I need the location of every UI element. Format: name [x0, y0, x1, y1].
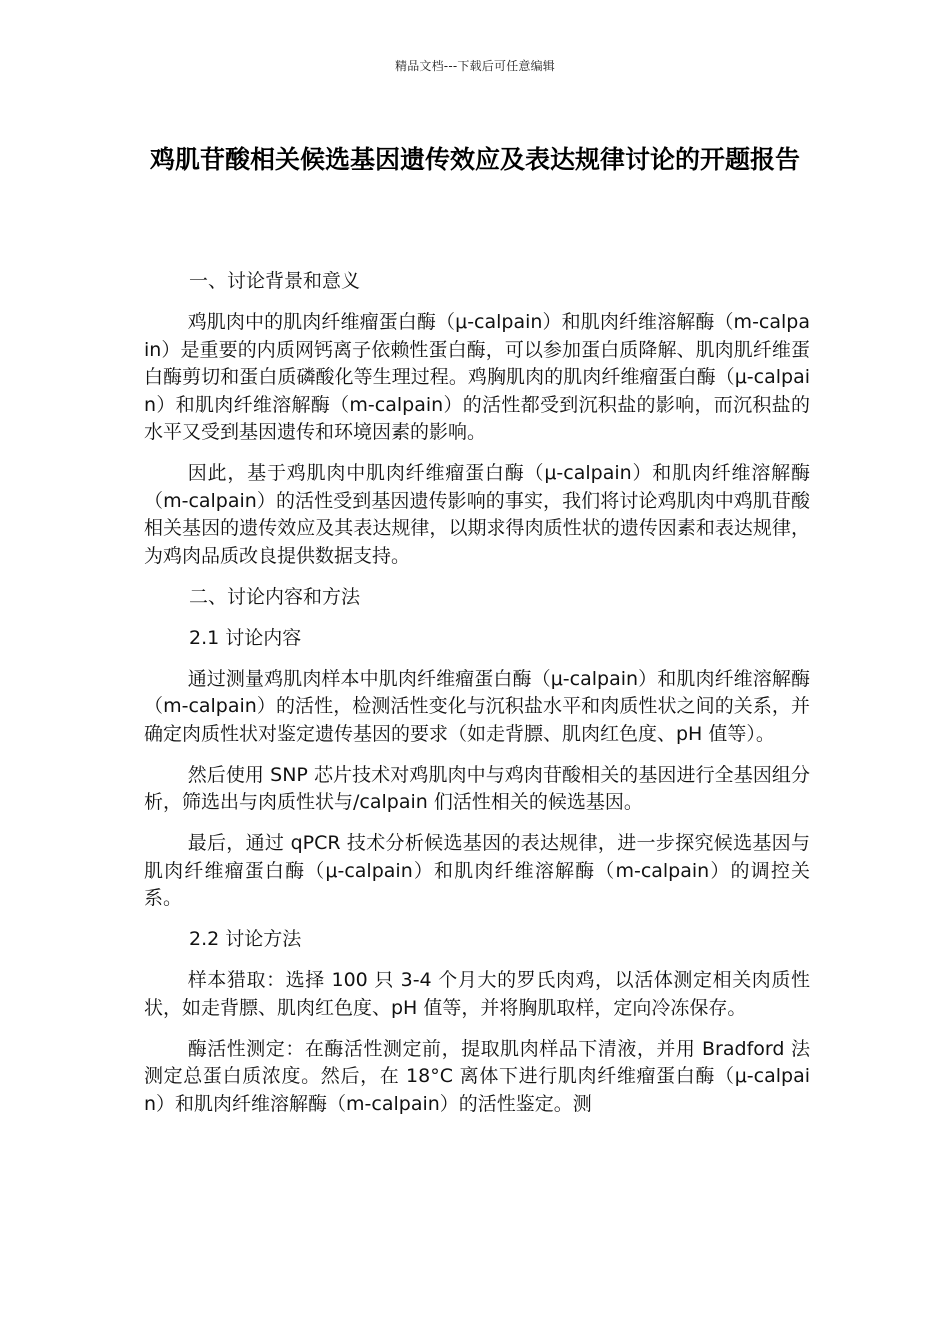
document-body	[144, 268, 810, 1132]
document-title: 鸡肌苷酸相关候选基因遗传效应及表达规律讨论的开题报告	[149, 145, 800, 174]
subsection-heading-content: 2.1 讨论内容	[189, 626, 302, 649]
subsection-heading-methods: 2.2 讨论方法	[189, 928, 302, 950]
paragraph-content-2: 然后使用 SNP 芯片技术对鸡肌肉中与鸡肉苷酸相关的基因进行全基因组分析，筛选出与肉质性状与/calpain 们活性相关的候选基因。	[144, 763, 810, 813]
section-heading-background: 一、讨论背景和意义	[189, 270, 361, 292]
section-heading-content-methods: 二、讨论内容和方法	[189, 585, 361, 608]
paragraph-content-3: 最后，通过 qPCR 技术分析候选基因的表达规律，进一步探究候选基因与肌肉纤维瘤蛋白酶（μ-calpain）和肌肉纤维溶解酶（m-calpain）的调控关系。	[144, 832, 810, 909]
paragraph-background-2: 因此，基于鸡肌肉中肌肉纤维瘤蛋白酶（μ-calpain）和肌肉纤维溶解酶（m-calpain）的活性受到基因遗传影响的事实，我们将讨论鸡肌肉中鸡肌苷酸相关基因的遗传效应及其表达规律，以期求得肉质性状的遗传因素和表达规律，为鸡肉品质改良提供数据支持。	[144, 462, 810, 567]
paragraph-methods-sampling: 样本猎取：选择 100 只 3-4 个月大的罗氏肉鸡，以活体测定相关肉质性状，如走背膘、肌肉红色度、pH 值等，并将胸肌取样，定向冷冻保存。	[144, 969, 810, 1019]
paragraph-background-1: 鸡肌肉中的肌肉纤维瘤蛋白酶（μ-calpain）和肌肉纤维溶解酶（m-calpain）是重要的内质网钙离子依赖性蛋白酶，可以参加蛋白质降解、肌肉肌纤维蛋白酶剪切和蛋白质磷酸化等生理过程。鸡胸肌肉的肌肉纤维瘤蛋白酶（μ-calpain）和肌肉纤维溶解酶（m-calpain）的活性都受到沉积盐的影响，而沉积盐的水平又受到基因遗传和环境因素的影响。	[144, 311, 810, 443]
paragraph-content-1: 通过测量鸡肌肉样本中肌肉纤维瘤蛋白酶（μ-calpain）和肌肉纤维溶解酶（m-calpain）的活性，检测活性变化与沉积盐水平和肉质性状之间的关系，并确定肉质性状对鉴定遗传基因的要求（如走背膘、肌肉红色度、pH 值等）。	[144, 667, 810, 745]
header-note: 精品文档---下载后可任意编辑	[395, 59, 555, 73]
paragraph-methods-enzyme-assay: 酶活性测定：在酶活性测定前，提取肌肉样品下清液，并用 Bradford 法测定总蛋白质浓度。然后，在 18°C 离体下进行肌肉纤维瘤蛋白酶（μ-calpain）和肌肉纤维溶解酶（m-calpain）的活性鉴定。测	[144, 1037, 810, 1115]
